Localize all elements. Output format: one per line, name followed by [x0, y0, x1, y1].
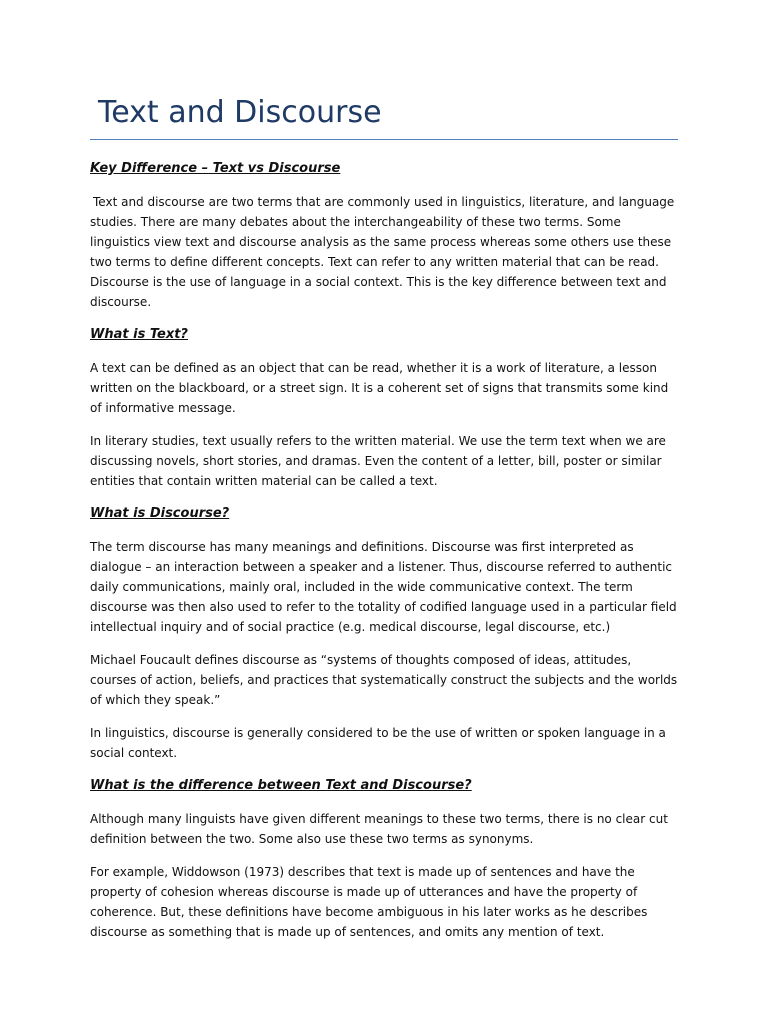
section-heading: Key Difference – Text vs Discourse [90, 161, 341, 176]
section-what-is-discourse [90, 504, 678, 763]
section-heading: What is Discourse? [90, 506, 230, 521]
paragraph: A text can be defined as an object that can be read, whether it is a work of literature, a lesson written on the blackboard, or a street sign. It is a coherent set of signs that transmits some kind of informative message. [90, 361, 669, 415]
document-body [90, 159, 678, 955]
paragraph: For example, Widdowson (1973) describes that text is made up of sentences and have the property of cohesion whereas discourse is made up of utterances and have the property of coherence. But, these definitions have become ambiguous in his later works as he describes discourse as something that is made up of sentences, and omits any mention of text. [90, 865, 648, 939]
paragraph: In literary studies, text usually refers to the written material. We use the term text when we are discussing novels, short stories, and dramas. Even the content of a letter, bill, poster or similar entities that contain written material can be called a text. [90, 434, 666, 488]
paragraph: Text and discourse are two terms that are commonly used in linguistics, literature, and language studies. There are many debates about the interchangeability of these two terms. Some linguistics view text and discourse analysis as the same process whereas some others use these two terms to define different concepts. Text can refer to any written material that can be read. Discourse is the use of language in a social context. This is the key difference between text and discourse. [90, 195, 675, 309]
page-title: Text and Discourse [98, 95, 382, 130]
paragraph: Although many linguists have given different meanings to these two terms, there is no clear cut definition between the two. Some also use these two terms as synonyms. [90, 812, 668, 846]
title-divider [90, 139, 678, 140]
section-heading: What is the difference between Text and Discourse? [90, 778, 472, 793]
paragraph: In linguistics, discourse is generally considered to be the use of written or spoken language in a social context. [90, 726, 666, 760]
paragraph: Michael Foucault defines discourse as “systems of thoughts composed of ideas, attitudes, courses of action, beliefs, and practices that systematically construct the subjects and the worlds of which they speak.” [90, 653, 678, 707]
paragraph: The term discourse has many meanings and definitions. Discourse was first interpreted as dialogue – an interaction between a speaker and a listener. Thus, discourse referred to authentic daily communications, mainly oral, included in the wide communicative context. The term discourse was then also used to refer to the totality of codified language used in a particular field intellectual inquiry and of social practice (e.g. medical discourse, legal discourse, etc.) [90, 540, 677, 634]
section-key-difference [90, 159, 678, 312]
section-heading: What is Text? [90, 327, 188, 342]
section-what-is-text [90, 325, 678, 491]
section-difference [90, 776, 678, 942]
